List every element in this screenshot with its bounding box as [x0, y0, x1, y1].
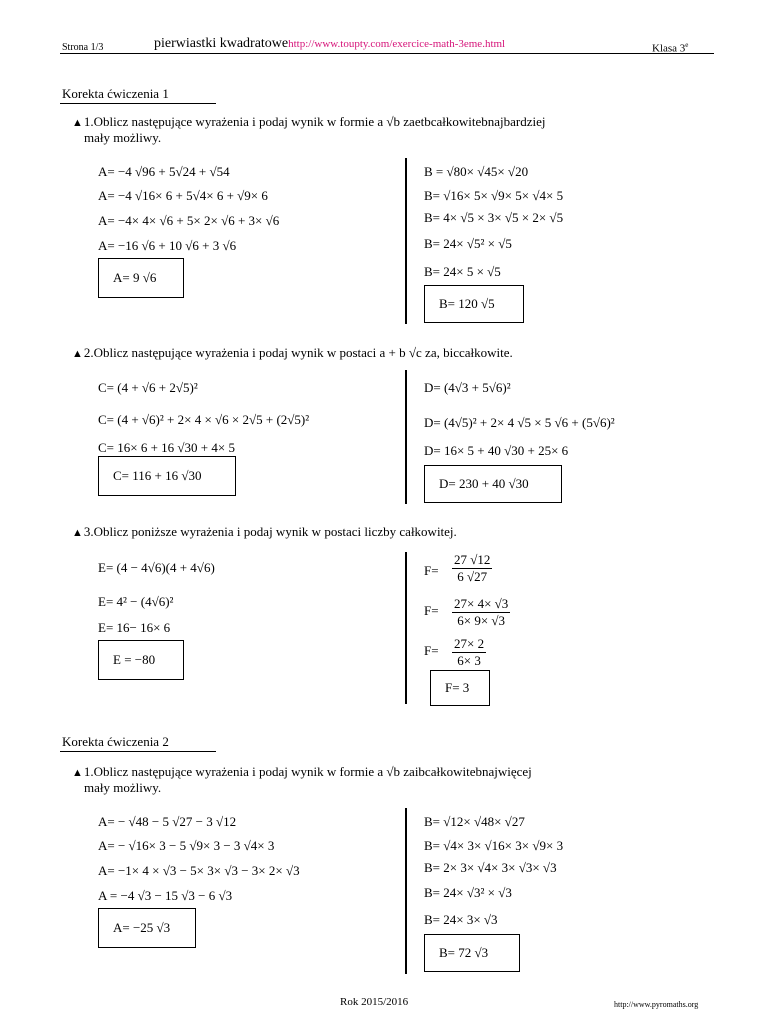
- eq-line: B = √80× √45× √20: [424, 164, 529, 179]
- task-1-1-prompt: [72, 114, 545, 130]
- eq-line: A= − √16× 3 − 5 √9× 3 − 3 √4× 3: [98, 838, 275, 853]
- result-box: [424, 285, 524, 323]
- page-number: Strona 1/3: [62, 42, 104, 53]
- eq-line: B= 24× 5 × √5: [424, 264, 501, 279]
- task-2-1-text: 1.Oblicz następujące wyrażenia i podaj wynik w formie a √b zaibcałkowitebnajwięcej: [83, 764, 532, 779]
- eq-line: A= −4 √96 + 5√24 + √54: [98, 164, 230, 179]
- fraction-label: F=: [424, 603, 439, 618]
- eq-line: D= (4√3 + 5√6)²: [424, 380, 511, 395]
- task-1-2-text: 2.Oblicz następujące wyrażenia i podaj wynik w postaci a + b √c za, biccałkowite.: [83, 345, 513, 360]
- eq-line: A = −4 √3 − 15 √3 − 6 √3: [98, 888, 233, 903]
- result-text: D= 230 + 40 √30: [439, 476, 529, 491]
- task-1-3-prompt: [72, 524, 457, 540]
- source-url-link[interactable]: http://www.toupty.com/exercice-math-3eme.html: [288, 38, 506, 50]
- eq-line: A= −4 √16× 6 + 5√4× 6 + √9× 6: [98, 188, 268, 203]
- triangle-icon: ▲: [72, 527, 83, 539]
- triangle-icon: ▲: [72, 348, 83, 360]
- eq-line: B= 4× √5 × 3× √5 × 2× √5: [424, 210, 564, 225]
- eq-line: D= 16× 5 + 40 √30 + 25× 6: [424, 443, 569, 458]
- column-divider: [405, 808, 407, 974]
- numerator: 27 √12: [454, 552, 491, 567]
- triangle-icon: ▲: [72, 767, 83, 779]
- result-text: E = −80: [113, 652, 156, 667]
- result-box: [98, 258, 184, 298]
- column-divider: [405, 370, 407, 504]
- numerator: 27× 4× √3: [454, 596, 509, 611]
- eq-line: B= √4× 3× √16× 3× √9× 3: [424, 838, 564, 853]
- eq-line: C= (4 + √6)² + 2× 4 × √6 × 2√5 + (2√5)²: [98, 412, 310, 427]
- class-label-text: Klasa 3: [652, 42, 686, 55]
- task-1-3-text: 3.Oblicz poniższe wyrażenia i podaj wynik w postaci liczby całkowitej.: [83, 524, 457, 539]
- denominator: 6 √27: [452, 568, 492, 585]
- section-2-underline: [60, 751, 216, 752]
- result-box: [98, 640, 184, 680]
- fraction-label: F=: [424, 563, 439, 578]
- result-box: [98, 456, 236, 496]
- eq-line: B= 24× √3² × √3: [424, 885, 512, 900]
- denominator: 6× 9× √3: [452, 612, 510, 629]
- result-text: F= 3: [445, 680, 470, 695]
- result-text: B= 72 √3: [439, 945, 489, 960]
- fraction: [452, 552, 492, 585]
- eq-line: A= −1× 4 × √3 − 5× 3× √3 − 3× 2× √3: [98, 863, 300, 878]
- eq-line: A= −16 √6 + 10 √6 + 3 √6: [98, 238, 237, 253]
- result-text: B= 120 √5: [439, 296, 495, 311]
- section-2-title: Korekta ćwiczenia 2: [62, 734, 169, 749]
- eq-line: B= √16× 5× √9× 5× √4× 5: [424, 188, 564, 203]
- task-1-2-prompt: [72, 345, 513, 361]
- triangle-icon: ▲: [72, 117, 83, 129]
- header-title-block: [154, 36, 505, 52]
- header-rule: [60, 53, 714, 54]
- footer-year: Rok 2015/2016: [340, 996, 409, 1008]
- fraction-label: F=: [424, 643, 439, 658]
- worksheet-title: pierwiastki kwadratowe: [154, 36, 289, 51]
- eq-line: E= 4² − (4√6)²: [98, 594, 174, 609]
- result-box: [430, 670, 490, 706]
- result-box: [424, 465, 562, 503]
- fraction: [452, 596, 510, 629]
- eq-line: B= 24× 3× √3: [424, 912, 498, 927]
- eq-line: A= − √48 − 5 √27 − 3 √12: [98, 814, 237, 829]
- section-1-underline: [60, 103, 216, 104]
- eq-line: C= (4 + √6 + 2√5)²: [98, 380, 198, 395]
- task-1-1-text: 1.Oblicz następujące wyrażenia i podaj wynik w formie a √b zaetbcałkowitebnajbardziej: [83, 114, 546, 129]
- task-2-1-prompt-cont: mały możliwy.: [84, 780, 162, 795]
- eq-line: B= 2× 3× √4× 3× √3× √3: [424, 860, 557, 875]
- result-text: C= 116 + 16 √30: [113, 468, 202, 483]
- eq-line: E= (4 − 4√6)(4 + 4√6): [98, 560, 215, 575]
- eq-line: E= 16− 16× 6: [98, 620, 171, 635]
- eq-line: D= (4√5)² + 2× 4 √5 × 5 √6 + (5√6)²: [424, 415, 615, 430]
- result-text: A= 9 √6: [113, 270, 157, 285]
- task-2-1-prompt: [72, 764, 532, 780]
- result-box: [424, 934, 520, 972]
- column-divider: [405, 552, 407, 704]
- class-label-sup: e: [685, 41, 689, 49]
- eq-line: C= 16× 6 + 16 √30 + 4× 5: [98, 440, 235, 455]
- eq-line: A= −4× 4× √6 + 5× 2× √6 + 3× √6: [98, 213, 280, 228]
- result-box: [98, 908, 196, 948]
- result-text: A= −25 √3: [113, 920, 171, 935]
- denominator: 6× 3: [452, 652, 486, 669]
- fraction: [452, 636, 486, 669]
- numerator: 27× 2: [454, 636, 485, 651]
- column-divider: [405, 158, 407, 324]
- eq-line: B= 24× √5² × √5: [424, 236, 512, 251]
- task-1-1-prompt-cont: mały możliwy.: [84, 130, 162, 145]
- footer-site-link[interactable]: http://www.pyromaths.org: [614, 1000, 699, 1009]
- section-1-title: Korekta ćwiczenia 1: [62, 86, 169, 101]
- eq-line: B= √12× √48× √27: [424, 814, 525, 829]
